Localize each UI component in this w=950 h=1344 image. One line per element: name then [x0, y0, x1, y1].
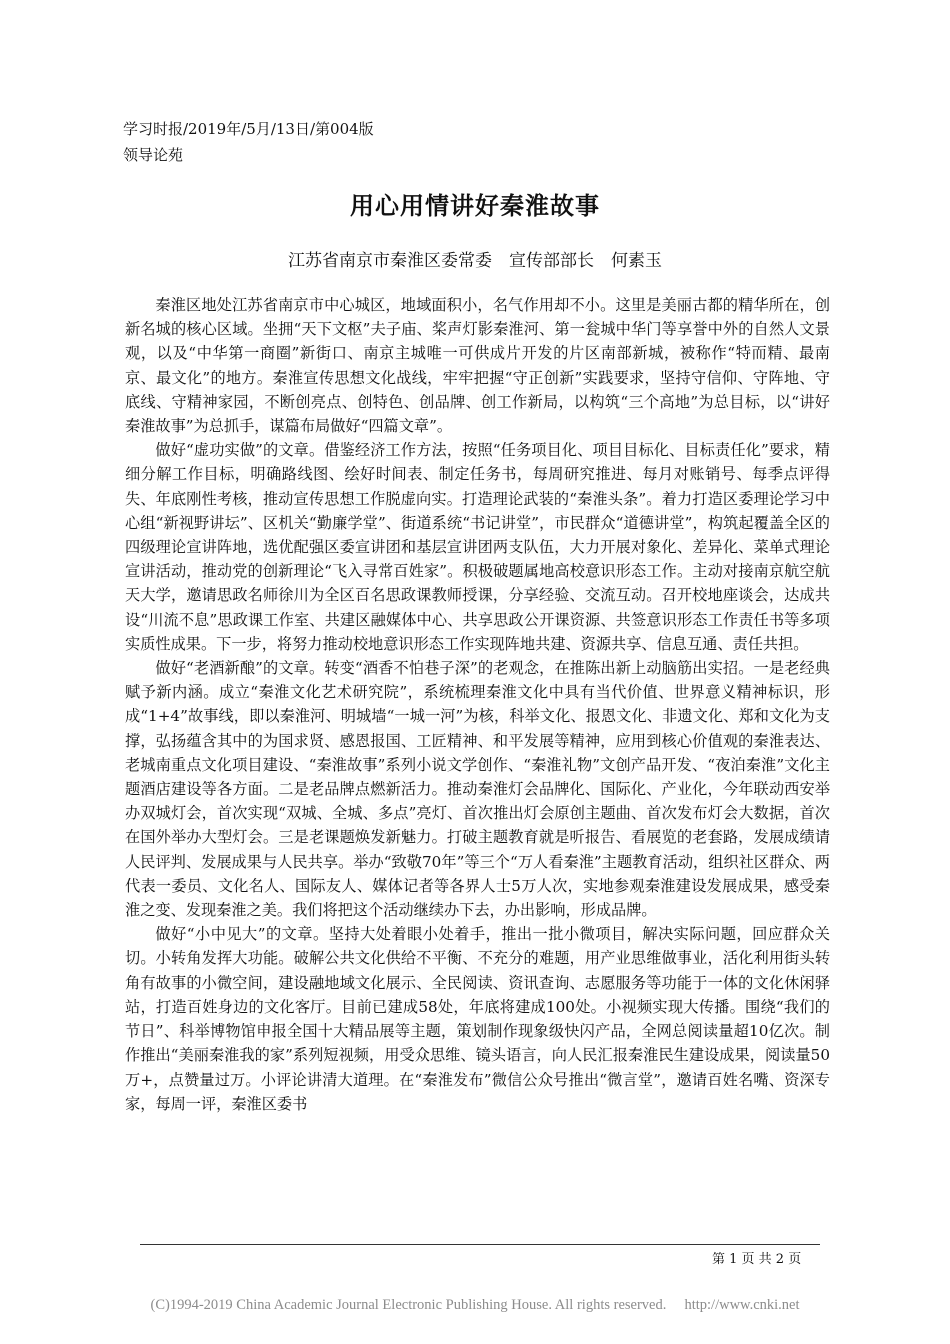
article-meta [123, 116, 374, 168]
column-name: 领导论苑 [123, 146, 184, 164]
paragraph: 秦淮区地处江苏省南京市中心城区，地域面积小，名气作用却不小。这里是美丽古都的精华所在，创新名城的核心区域。坐拥“天下文枢”夫子庙、桨声灯影秦淮河、第一瓮城中华门等享誉中外的自然人文景观，以及“中华第一商圈”新街口、南京主城唯一可供成片开发的片区南部新城，被称作“特而精、最南京、最文化”的地方。秦淮宣传思想文化战线，牢牢把握“守正创新”实践要求，坚持守信仰、守阵地、守底线、守精神家园，不断创亮点、创特色、创品牌、创工作新局，以构筑“三个高地”为总目标，以“讲好秦淮故事”为总抓手，谋篇布局做好“四篇文章”。 [125, 296, 830, 436]
copyright-footer: (C)1994-2019 China Academic Journal Electronic Publishing House. All rights reserved. http://www.cnki.net [150, 1297, 800, 1313]
article-title: 用心用情讲好秦淮故事 [350, 192, 600, 220]
paragraph: 做好“小中见大”的文章。坚持大处着眼小处着手，推出一批小微项目，解决实际问题，回应群众关切。小转角发挥大功能。破解公共文化供给不平衡、不充分的难题，用产业思维做事业，活化利用街头转角有故事的小微空间，建设融地域文化展示、全民阅读、资讯查询、志愿服务等功能于一体的文化休闲驿站，打造百姓身边的文化客厅。目前已建成58处，年底将建成100处。小视频实现大传播。围绕“我们的节日”、科举博物馆申报全国十大精品展等主题，策划制作现象级快闪产品，全网总阅读量超10亿次。制作推出“美丽秦淮我的家”系列短视频，用受众思维、镜头语言，向人民汇报秦淮民生建设成果，阅读量50万+，点赞量过万。小评论讲清大道理。在“秦淮发布”微信公众号推出“微言堂”，邀请百姓名嘴、资深专家，每周一评，秦淮区委书 [125, 925, 830, 1113]
paragraph: 做好“老酒新酿”的文章。转变“酒香不怕巷子深”的老观念，在推陈出新上动脑筋出实招。一是老经典赋予新内涵。成立“秦淮文化艺术研究院”，系统梳理秦淮文化中具有当代价值、世界意义精神标识，形成“1+4”故事线，即以秦淮河、明城墙“一城一河”为核，科举文化、报恩文化、非遗文化、郑和文化为支撑，弘扬蕴含其中的为国求贤、感恩报国、工匠精神、和平发展等精神，应用到核心价值观的秦淮表达、老城南重点文化项目建设、“秦淮故事”系列小说文学创作、“秦淮礼物”文创产品开发、“夜泊秦淮”文化主题酒店建设等各方面。二是老品牌点燃新活力。推动秦淮灯会品牌化、国际化、产业化，今年联动西安举办双城灯会，首次实现“双城、全城、多点”亮灯、首次推出灯会原创主题曲、首次发布灯会大数据，首次在国外举办大型灯会。三是老课题焕发新魅力。打破主题教育就是听报告、看展览的老套路，发展成绩请人民评判、发展成果与人民共享。举办“致敬70年”等三个“万人看秦淮”主题教育活动，组织社区群众、两代表一委员、文化名人、国际友人、媒体记者等各界人士5万人次，实地参观秦淮建设发展成果，感受秦淮之变、发现秦淮之美。我们将把这个活动继续办下去，办出影响，形成品牌。 [125, 659, 830, 920]
source-line: 学习时报/2019年/5月/13日/第004版 [123, 120, 374, 138]
paragraph: 做好“虚功实做”的文章。借鉴经济工作方法，按照“任务项目化、项目目标化、目标责任化”要求，精细分解工作目标，明确路线图、绘好时间表、制定任务书，每周研究推进、每月对账销号、每季点评得失、年底刚性考核，推动宣传思想工作脱虚向实。打造理论武装的“秦淮头条”。着力打造区委理论学习中心组“新视野讲坛”、区机关“勤廉学堂”、街道系统“书记讲堂”，市民群众“道德讲堂”，构筑起覆盖全区的四级理论宣讲阵地，选优配强区委宣讲团和基层宣讲团两支队伍，大力开展对象化、差异化、菜单式理论宣讲活动，推动党的创新理论“飞入寻常百姓家”。积极破题属地高校意识形态工作。主动对接南京航空航天大学，邀请思政名师徐川为全区百名思政课教师授课，分享经验、交流互动。召开校地座谈会，达成共设“川流不息”思政课工作室、共建区融媒体中心、共享思政公开课资源、共签意识形态工作责任书等多项实质性成果。下一步，将努力推动校地意识形态工作实现阵地共建、资源共享、信息互通、责任共担。 [125, 441, 830, 653]
article-body [125, 293, 830, 1116]
page-number: 第 1 页 共 2 页 [712, 1252, 802, 1267]
author-byline: 江苏省南京市秦淮区委常委 宣传部部长 何素玉 [288, 251, 662, 271]
footer-divider [140, 1244, 820, 1245]
